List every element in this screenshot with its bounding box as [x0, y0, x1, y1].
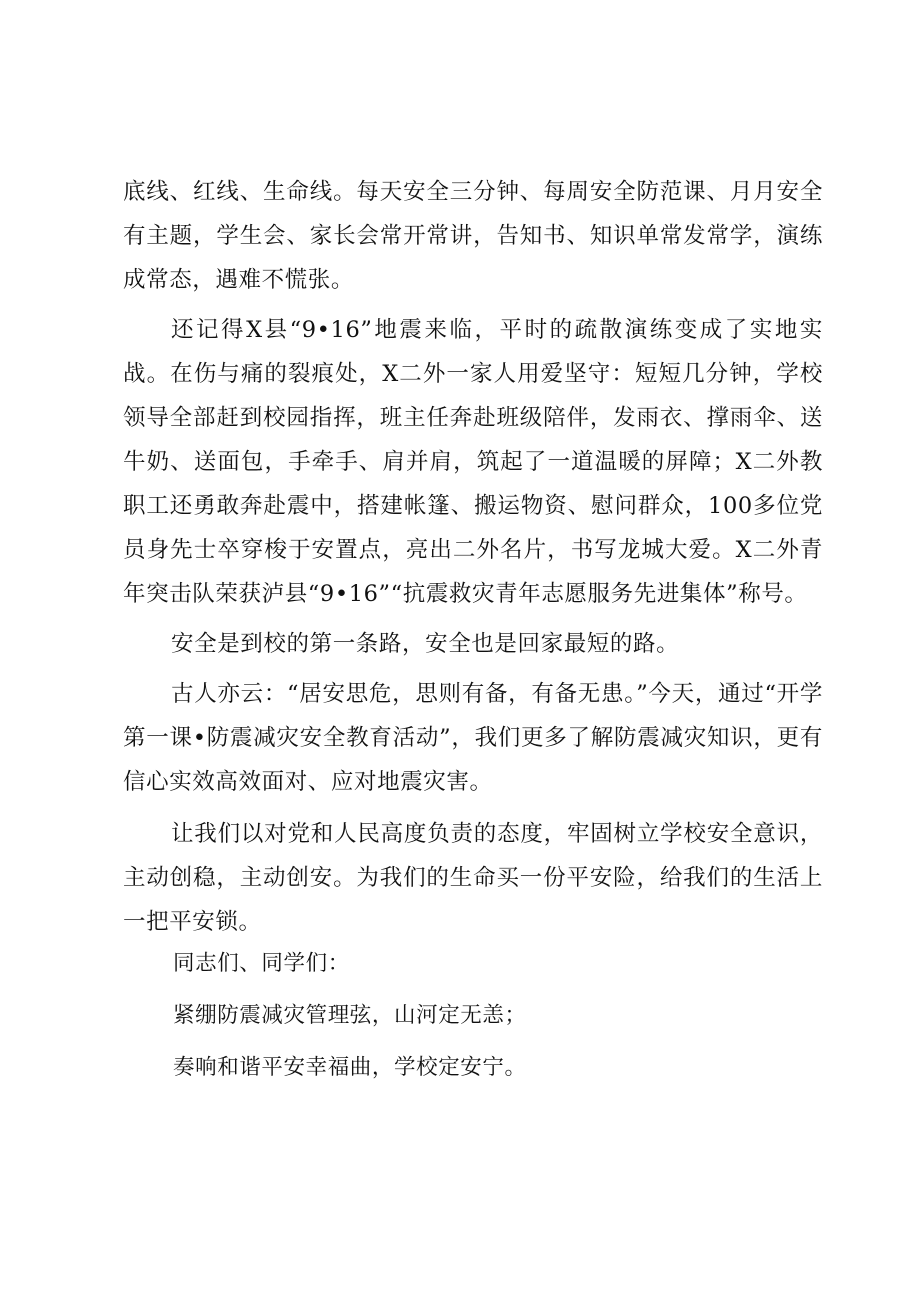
paragraph-safety-routine: 底线、红线、生命线。每天安全三分钟、每周安全防范课、月月安全有主题，学生会、家长会常开常讲，告知书、知识单常发常学，演练成常态，遇难不慌张。	[123, 179, 823, 293]
closing-salutation: 同志们、同学们：	[173, 951, 350, 976]
closing-line-2: 奏响和谐平安幸福曲，学校定安宁。	[173, 1055, 527, 1080]
document-body	[123, 170, 823, 1088]
paragraph-safety-road: 安全是到校的第一条路，安全也是回家最短的路。	[171, 631, 680, 657]
closing-line-1: 紧绷防震减灾管理弦，山河定无恙；	[173, 1003, 527, 1028]
paragraph-earthquake-memory: 还记得X县“9•16”地震来临，平时的疏散演练变成了实地实战。在伤与痛的裂痕处，X二外一家人用爱坚守：短短几分钟，学校领导全部赶到校园指挥，班主任奔赴班级陪伴，发雨衣、撑雨伞、送牛奶、送面包，手牵手、肩并肩，筑起了一道温暖的屏障；X二外教职工还勇敢奔赴震中，搭建帐篷、搬运物资、慰问群众，100多位党员身先士卒穿梭于安置点，亮出二外名片，书写龙城大爱。X二外青年突击队荣获泸县“9•16”“抗震救灾青年志愿服务先进集体”称号。	[123, 317, 823, 607]
paragraph-call-to-action: 让我们以对党和人民高度负责的态度，牢固树立学校安全意识，主动创稳，主动创安。为我们的生命买一份平安险，给我们的生活上一把平安锁。	[123, 821, 823, 935]
paragraph-ancient-saying: 古人亦云：“居安思危，思则有备，有备无患。”今天，通过“开学第一课•防震减灾安全教育活动”，我们更多了解防震减灾知识，更有信心实效高效面对、应对地震灾害。	[123, 681, 823, 795]
